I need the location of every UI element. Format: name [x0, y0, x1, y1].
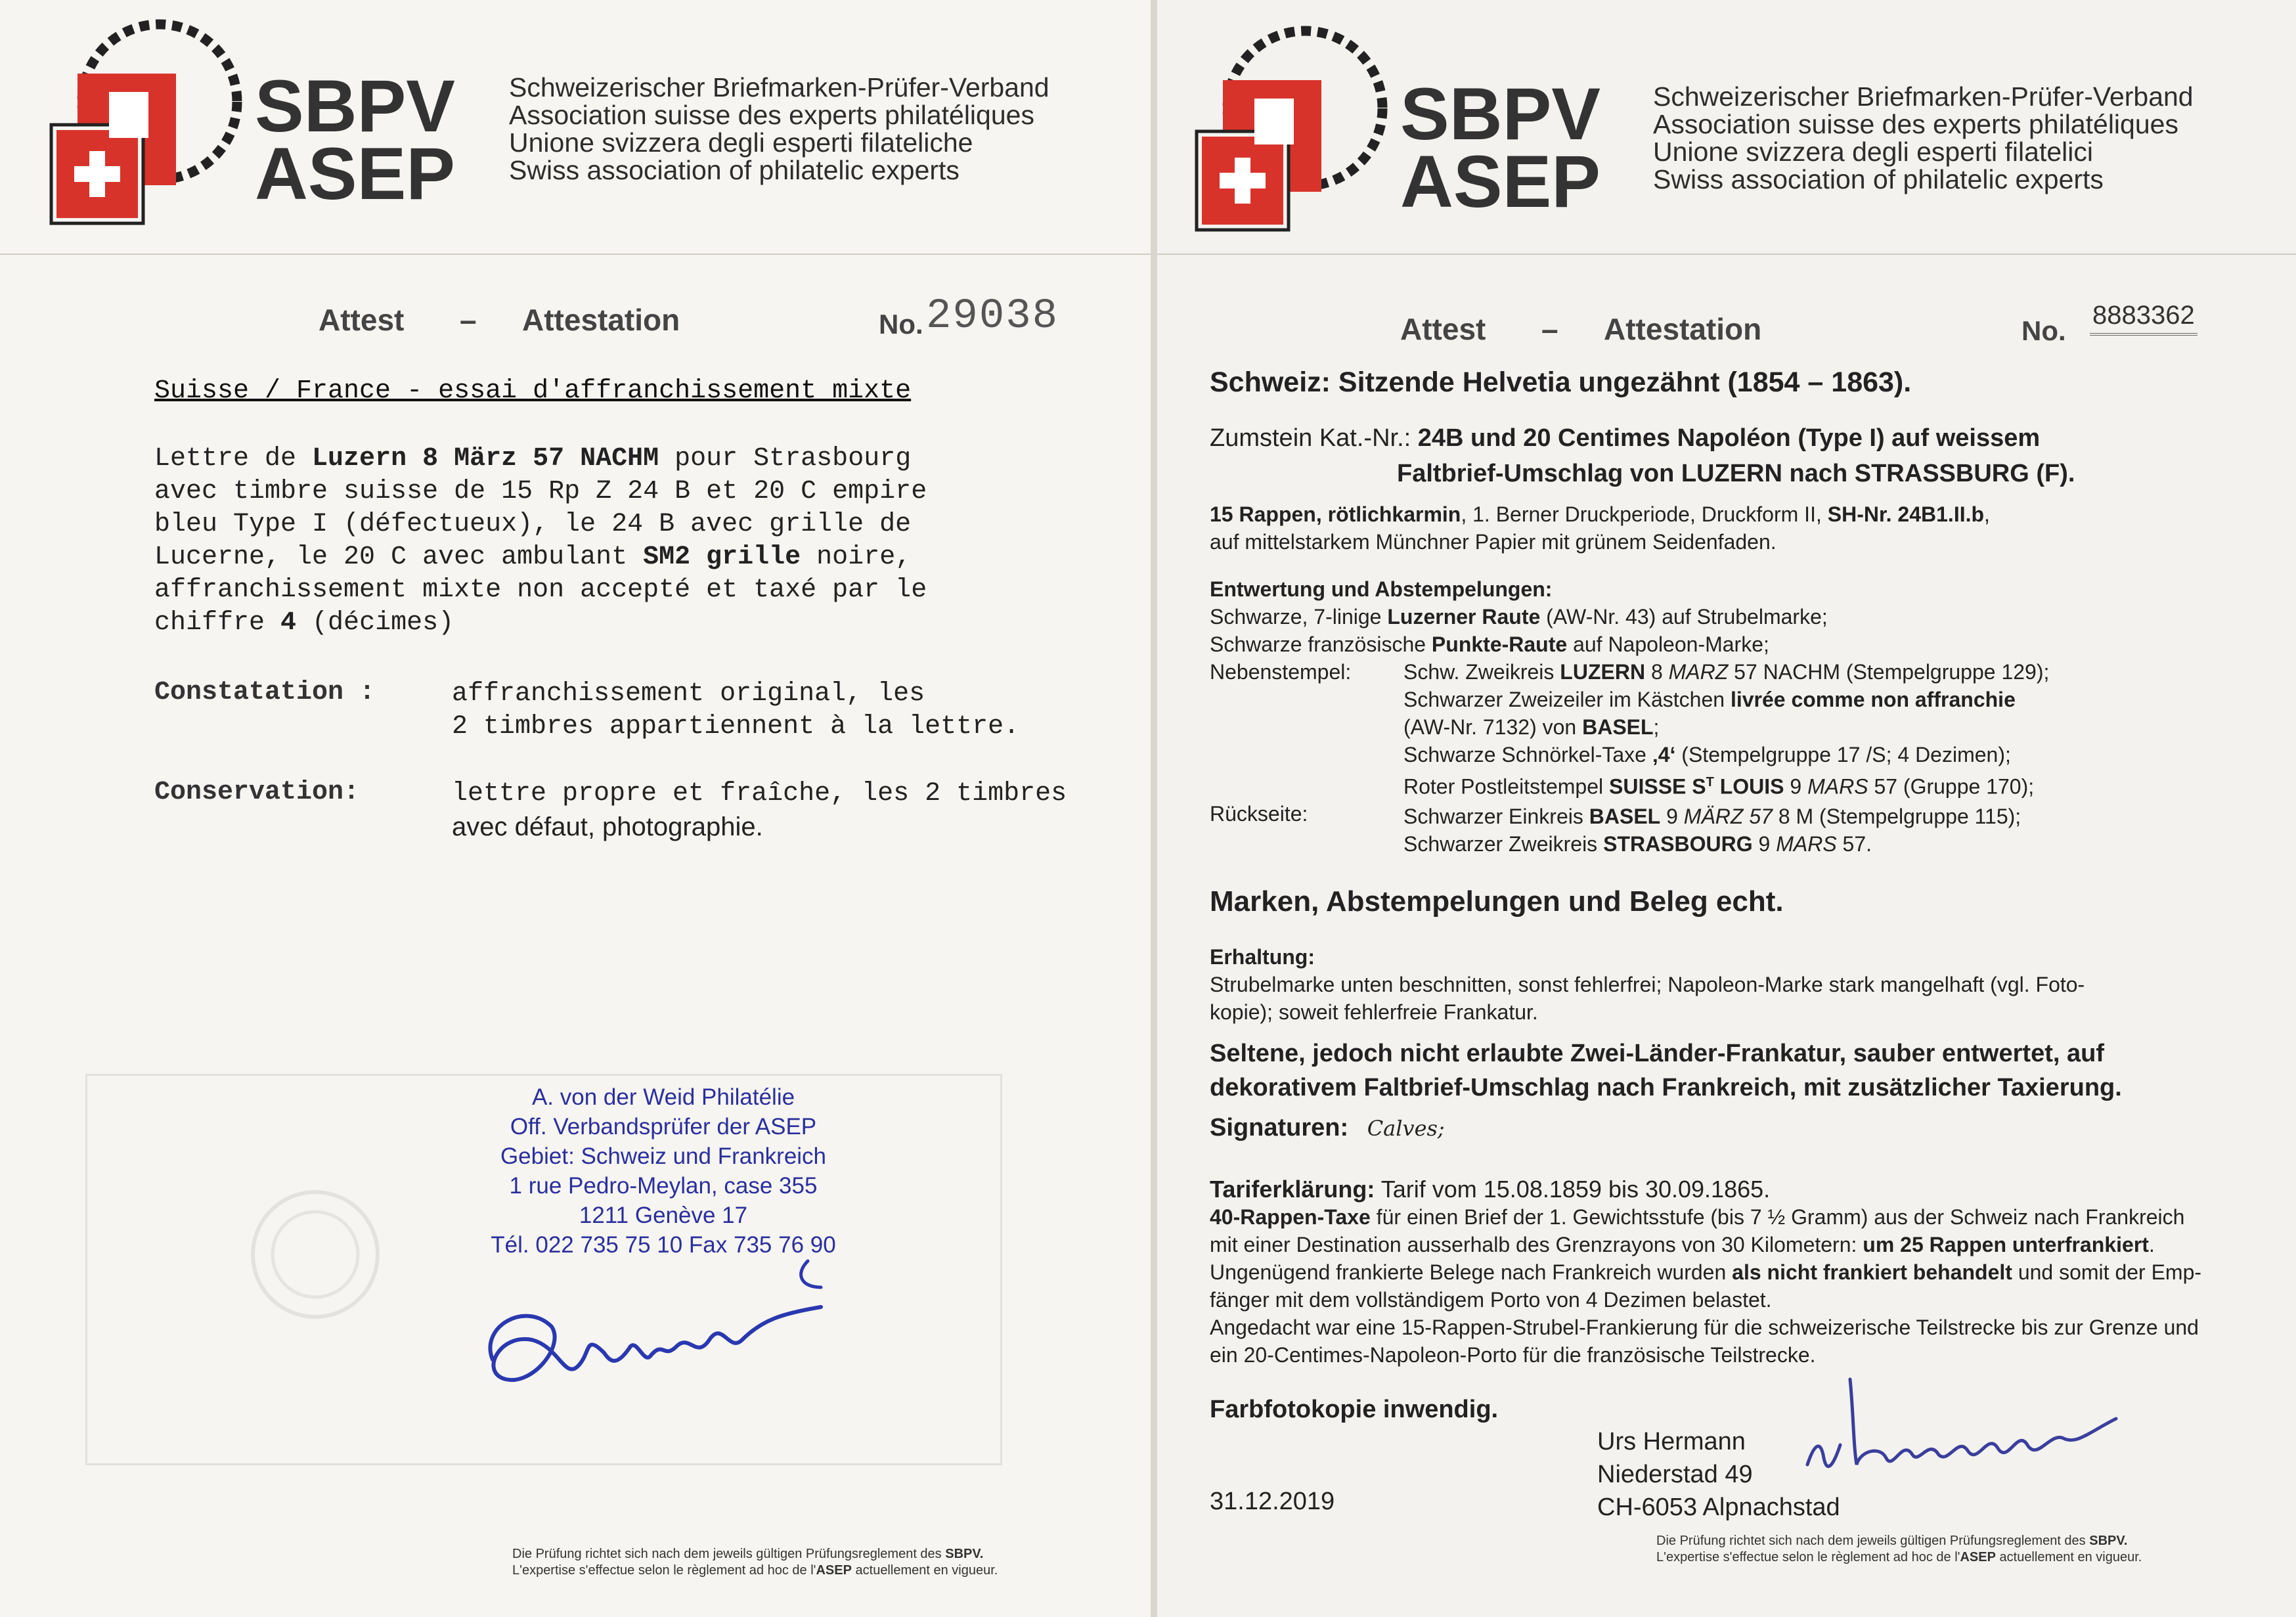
conservation-label: Conservation:: [154, 778, 360, 807]
certificate-number-label: No.: [879, 309, 923, 340]
reverse-side-cancels: Schwarzer Einkreis BASEL 9 MÄRZ 57 8 M (Stempelgruppe 115); Schwarzer Zweikreis STRASBOURG 9 MARS 57.: [1403, 805, 2021, 856]
sbpv-logo: [1170, 20, 1394, 243]
org-name-en: Swiss association of philatelic experts: [509, 155, 960, 185]
org-name-it: Unione svizzera degli esperti filatelici: [1653, 137, 2093, 167]
ghost-postmark-icon: [217, 1182, 414, 1327]
brand-line-1: SBPV: [1400, 73, 1601, 155]
side-cancels-list: Schw. Zweikreis LUZERN 8 MARZ 57 NACHM (Stempelgruppe 129); Schwarzer Zweizeiler im Kästchen livrée comme non affranchie (AW-Nr. 7132) von BASEL; Schwarze Schnörkel-Taxe ‚4‘ (Stempelgruppe 17 /S; 4 Dezimen); Roter Postleitstempel SUISSE $S^T$ LOUIS 9 MARS 57 (Gruppe 170);: [1403, 660, 2050, 799]
brand-line-1: SBPV: [255, 65, 455, 147]
catalogue-reference: Zumstein Kat.-Nr.: 24B und 20 Centimes Napoléon (Type I) auf weissem Faltbrief-Umschlag von LUZERN nach STRASSBURG (F).: [1210, 424, 2075, 487]
fold-line: [0, 254, 1151, 255]
fold-line: [1157, 254, 2296, 255]
signature-right: [1788, 1366, 2155, 1497]
association-names: [509, 74, 1049, 184]
reverse-side-label: Rückseite:: [1210, 802, 1308, 826]
constatation-label: Constatation :: [154, 678, 376, 707]
certificate-title: Schweiz: Sitzende Helvetia ungezähnt (1854 – 1863).: [1210, 366, 1912, 398]
rarity-statement: Seltene, jedoch nicht erlaubte Zwei-Länder-Frankatur, sauber entwertet, auf dekorativem Faltbrief-Umschlag nach Frankreich, mit zusätzlicher Taxierung.: [1210, 1040, 2122, 1101]
constatation-text: affranchissement original, les 2 timbres appartiennent à la lettre.: [452, 679, 1020, 742]
org-name-de: Schweizerischer Briefmarken-Prüfer-Verband: [509, 72, 1049, 102]
attestation-heading: Attestation: [522, 303, 680, 337]
stamp-description: 15 Rappen, rötlichkarmin, 1. Berner Druckperiode, Druckform II, SH-Nr. 24B1.II.b, auf mittelstarkem Münchner Papier mit grünem Seidenfaden.: [1210, 502, 1990, 554]
signature-left: [453, 1248, 880, 1432]
cancellations-section: Entwertung und Abstempelungen: Schwarze, 7-linige Luzerner Raute (AW-Nr. 43) auf Strubelmarke; Schwarze französische Punkte-Raute auf Napoleon-Marke;: [1210, 577, 1828, 656]
heading-dash: –: [460, 303, 477, 337]
brand-logotype: [1400, 73, 1601, 223]
certificate-number: 8883362: [2090, 301, 2197, 336]
side-cancels-label: Nebenstempel:: [1210, 660, 1352, 684]
association-names: [1653, 83, 2194, 193]
tariff-section: Tariferklärung: Tarif vom 15.08.1859 bis 30.09.1865. 40-Rappen-Taxe für einen Brief der 1. Gewichtsstufe (bis 7 ½ Gramm) aus der Schweiz nach Frankreich mit einer Destination ausserhalb des Grenzrayons von 30 Kilometern: um 25 Rappen unterfrankiert. Ungenügend frankierte Belege nach Frankreich wurden als nicht frankiert behandelt und somit der Emp- fänger mit dem vollständigem Porto von 4 Dezimen belastet. Angedacht war eine 15-Rappen-Strubel-Frankierung für die schweizerische Teilstrecke bis zur Grenze und ein 20-Centimes-Napoleon-Porto für die französische Teilstrecke.: [1210, 1176, 2202, 1367]
certificate-number-label: No.: [2021, 315, 2066, 346]
condition-section: Erhaltung: Strubelmarke unten beschnitten, sonst fehlerfrei; Napoleon-Marke stark mangelhaft (vgl. Foto- kopie); soweit fehlerfreie Frankatur.: [1210, 945, 2085, 1024]
org-name-fr: Association suisse des experts philatéliques: [1653, 109, 2178, 139]
subject-line: Suisse / France - essai d'affranchissement mixte: [154, 376, 912, 406]
attest-heading: Attest: [1400, 312, 1486, 346]
attestation-heading: Attestation: [1604, 312, 1762, 346]
color-photocopy-note: Farbfotokopie inwendig.: [1210, 1396, 1499, 1423]
brand-logotype: [255, 65, 455, 215]
conservation-text: lettre propre et fraîche, les 2 timbres avec défaut, photographie.: [452, 779, 1067, 841]
attest-heading: Attest: [319, 303, 405, 337]
certificate-date: 31.12.2019: [1210, 1488, 1335, 1515]
sbpv-logo: [25, 13, 248, 236]
certificate-right: [1157, 0, 2296, 1617]
org-name-it: Unione svizzera degli esperti filateliche: [509, 127, 973, 158]
heading-dash: –: [1541, 312, 1558, 346]
brand-line-2: ASEP: [1400, 141, 1601, 223]
letter-description: Lettre de Luzern 8 März 57 NACHM pour Strasbourg avec timbre suisse de 15 Rp Z 24 B et 20 C empire bleu Type I (défectueux), le 24 B avec grille de Lucerne, le 20 C avec ambulant SM2 grille noire, affranchissement mixte non accepté et taxé par le chiffre 4 (décimes): [154, 444, 927, 638]
org-name-en: Swiss association of philatelic experts: [1653, 164, 2104, 194]
certificate-number: 29038: [926, 293, 1059, 340]
expert-address: Urs Hermann Niederstad 49 CH-6053 Alpnachstad: [1597, 1428, 1840, 1521]
org-name-de: Schweizerischer Briefmarken-Prüfer-Verband: [1653, 81, 2194, 112]
expert-stamp: A. von der Weid Philatélie Off. Verbandsprüfer der ASEP Gebiet: Schweiz und Frankreich 1 rue Pedro-Meylan, case 355 1211 Genève 17 Tél. 022 735 75 10 Fax 735 76 90: [491, 1084, 836, 1258]
right-footer-note: Die Prüfung richtet sich nach dem jeweils gültigen Prüfungsreglement des SBPV. L'expertise s'effectue selon le règlement ad hoc de l'ASEP actuellement en vigueur.: [1656, 1534, 2142, 1564]
left-footer-note: Die Prüfung richtet sich nach dem jeweils gültigen Prüfungsreglement des SBPV. L'expertise s'effectue selon le règlement ad hoc de l'ASEP actuellement en vigueur.: [512, 1547, 998, 1578]
brand-line-2: ASEP: [255, 133, 455, 215]
signatures-line: Signaturen: Calves;: [1210, 1114, 1445, 1141]
org-name-fr: Association suisse des experts philatéliques: [509, 100, 1034, 130]
genuineness-statement: Marken, Abstempelungen und Beleg echt.: [1210, 885, 1784, 918]
